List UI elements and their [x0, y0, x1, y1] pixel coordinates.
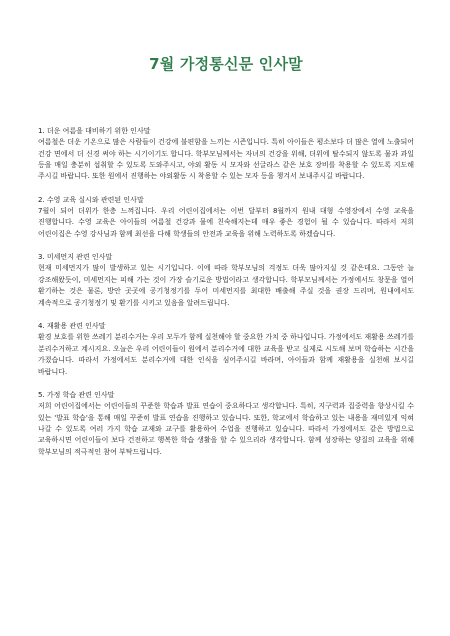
- section-heading: 1. 더운 여름을 대비하기 위한 인사말: [38, 127, 151, 135]
- section-heading: 4. 재활용 관련 인사말: [38, 322, 106, 331]
- section-home-learning: [38, 390, 414, 458]
- section-heading: 3. 미세먼지 관련 인사말: [38, 253, 113, 262]
- section-swimming: [38, 195, 414, 240]
- document-content: [38, 126, 414, 458]
- section-body: 7월이 되어 더위가 한층 느껴집니다. 우리 어린이집에서는 이번 달부터 8월까지 원내 대형 수영장에서 수영 교육을 진행합니다. 수영 교육은 아이들의 여름철 건강과 물에 친숙해지는데 매우 좋은 경험이 될 수 있습니다. 따라서 저희 어린이집은 수영 강사님과 함께 최선을 다해 학생들의 안전과 교육을 위해 노력하도록 하겠습니다.: [38, 207, 414, 238]
- section-heading: 5. 가정 학습 관련 인사말: [38, 390, 115, 399]
- section-body: 환경 보호를 위한 쓰레기 분리수거는 우리 모두가 함께 실천해야 할 중요한 가치 중 하나입니다. 가정에서도 재활용 쓰레기를 분리수거하고 계시지요. 오늘은 우리 어린이들이 원에서 분리수거에 대한 교육을 받고 실제로 시도해 보며 학습하는 시간을 가졌습니다. 따라서 가정에서도 분리수거에 대한 인식을 심어주시길 바라며, 아이들과 함께 재활용을 실천해 보시길 바랍니다.: [38, 333, 414, 376]
- section-body: 저희 어린이집에서는 어린이들의 꾸준한 학습과 발표 연습이 중요하다고 생각합니다. 특히, 지구력과 집중력을 향상시킬 수 있는 '발표 학습'을 통해 매일 꾸준히 발표 연습을 진행하고 있습니다. 또한, 학교에서 학습하고 있는 내용을 재미있게 익혀 나갈 수 있도록 여러 가지 학습 교재와 교구를 활용하여 수업을 진행하고 있습니다. 따라서 가정에서도 같은 방법으로 교육하시면 어린이들이 보다 건전하고 행복한 학습 생활을 할 수 있으리라 생각합니다. 함께 성장하는 양질의 교육을 위해 학부모님의 적극적인 참여 부탁드립니다.: [38, 402, 414, 456]
- document-title: 7월 가정통신문 인사말: [149, 55, 303, 73]
- section-summer-heat: [38, 126, 414, 183]
- section-heading: 2. 수영 교육 실시와 관련된 인사말: [38, 195, 144, 204]
- section-recycling: [38, 321, 414, 378]
- section-body: 여름철은 더운 기온으로 많은 사람들이 건강에 불편함을 느끼는 시즌입니다. 특히 아이들은 평소보다 더 많은 열에 노출되어 건강 면에서 더 신경 써야 하는 시기이기도 합니다. 학부모님께서는 자녀의 건강을 위해, 더위에 탈수되지 않도록 물과 과일 등을 매일 충분히 섭취할 수 있도록 도와주시고, 야외 활동 시 모자와 선글라스 같은 보호 장비를 착용할 수 있도록 지도해 주시길 바랍니다. 또한 원에서 진행하는 야외활동 시 착용할 수 있는 모자 등을 챙겨서 보내주시길 바랍니다.: [38, 138, 414, 181]
- section-body: 현재 미세먼지가 많이 발생하고 있는 시기입니다. 이에 따라 학부모님의 걱정도 더욱 많아지실 것 같은데요. 그동안 늘 강조해왔듯이, 미세먼지는 피해 가는 것이 가장 슬기로운 방법이라고 생각합니다. 학부모님께서는 가정에서도 창문을 열어 환기하는 것은 물론, 방안 곳곳에 공기청정기를 두어 미세먼지를 최대한 배출해 주실 것을 권장 드리며, 원내에서도 계속적으로 공기청정기 및 환기를 시키고 있음을 알려드립니다.: [38, 264, 414, 307]
- section-fine-dust: [38, 252, 414, 309]
